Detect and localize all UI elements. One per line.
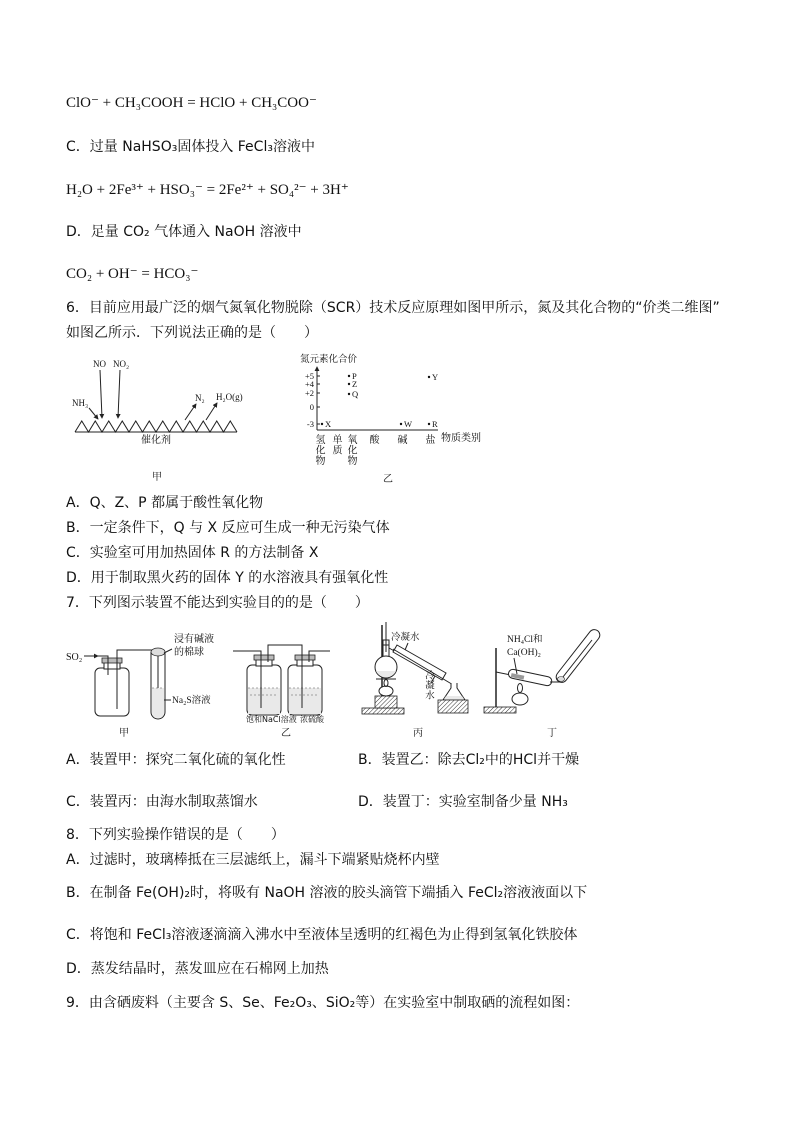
catalyst-label: 催化剂 [141,435,171,446]
question7-stem: 7．下列图示装置不能达到实验目的的是（ ） [66,595,369,611]
na2s-solution [152,688,164,718]
point-y-label: Y [432,372,439,382]
question8-option-a: A．过滤时，玻璃棒抵在三层滤纸上，漏斗下端紧贴烧杯内壁 [66,852,440,868]
collection-tube [554,627,602,684]
point-r [428,423,430,425]
category-hydride: 氢化物 [313,434,324,466]
y-tick-label: 0 [309,402,314,412]
question6-option-d: D．用于制取黑火药的固体 Y 的水溶液具有强氧化性 [66,570,389,586]
cotton-label: 浸有碱液的棉球 [174,634,214,658]
figure-jia-scr-diagram [72,359,243,483]
apparatus-ding [484,627,602,739]
na2s-label: Na₂S溶液 [172,696,211,706]
heated-test-tube [508,669,553,687]
apparatus-yi [233,645,330,739]
point-x [321,423,323,425]
no-label: NO [93,359,106,369]
no-arrow [100,370,102,418]
x-axis-title: 物质类别 [441,433,481,444]
figure-yi-caption: 乙 [383,474,393,485]
question6-stem-line1: 6．目前应用最广泛的烟气氮氧化物脱除（SCR）技术反应原理如图甲所示，氮及其化合物的“价类二维图” [66,300,720,316]
figure-jia-caption: 甲 [152,472,162,483]
flask-block [438,700,468,713]
nacl-solution [248,688,280,714]
flame-icon [384,680,388,687]
bottle-stopper [254,655,274,660]
question6-option-b: B．一定条件下，Q 与 X 反应可生成一种无污染气体 [66,520,390,536]
nh3-label: NH₃ [72,398,89,408]
question8-stem: 8．下列实验操作错误的是（ ） [66,827,285,843]
question7-option-d: D．装置丁：实验室制备少量 NH₃ [358,794,568,810]
alcohol-lamp [379,686,393,696]
point-x-label: X [325,419,332,429]
water-top-label: 冷凝水 [391,632,420,643]
point-q-label: Q [352,389,359,399]
no2-arrow [118,370,120,418]
cotton-plug [558,677,565,682]
point-w [400,423,402,425]
question6-option-c: C．实验室可用加热固体 R 的方法制备 X [66,545,319,561]
seawater [376,671,396,677]
question7-apparatus-figure [60,618,620,743]
so2-label: SO₂ [66,652,83,663]
question8-option-b: B．在制备 Fe(OH)₂时，将吸有 NaOH 溶液的胶头滴管下端插入 FeCl₂溶液液面以下 [66,885,588,901]
y-tick-label: +5 [304,371,314,381]
stand-base [484,707,516,713]
question7-option-b: B．装置乙：除去Cl₂中的HCl并干燥 [358,752,580,768]
question6-stem-line2: 如图乙所示．下列说法正确的是（ ） [66,325,318,341]
point-w-label: W [404,419,413,429]
cotton-ball [151,648,165,656]
category-salt: 盐 [423,434,434,445]
collection-tube-group [554,627,602,684]
option-c: C．过量 NaHSO₃固体投入 FeCl₃溶液中 [66,139,315,155]
apparatus-bing [362,622,468,739]
condenser-jacket [393,645,446,680]
n2-label: N₂ [195,393,205,403]
distilled-water [444,696,464,699]
n2-arrow [185,404,196,420]
equation-option-c: H₂O + 2Fe³⁺ + HSO₃⁻ = 2Fe²⁺ + SO₄²⁻ + 3H⁺ [66,182,349,198]
sulfuric-acid [289,688,321,714]
category-acid: 酸 [367,434,378,445]
stand-base [362,708,404,714]
point-r-label: R [432,419,438,429]
point-q [348,393,350,395]
point-p-label: P [352,371,357,381]
sulfuric-acid-label: 浓硫酸 [300,715,324,724]
gas-bottle [95,668,129,716]
y-tick-label: +4 [304,379,314,389]
reagent-label-line2: Ca(OH)₂ [507,648,541,658]
equation-option-d: CO₂ + OH⁻ = HCO₃⁻ [66,266,199,282]
option-d: D．足量 CO₂ 气体通入 NaOH 溶液中 [66,224,302,240]
point-z [348,383,350,385]
question7-option-a: A．装置甲：探究二氧化硫的氧化性 [66,752,286,768]
category-element: 单质 [330,434,341,455]
apparatus-jia-caption: 甲 [119,728,129,739]
h2o-arrow [206,403,217,420]
reagent-label-line1: NH₄Cl和 [507,635,543,645]
lamp-block [375,696,397,708]
catalyst-surface [75,421,237,432]
y-tick-label: +2 [304,388,314,398]
apparatus-yi-caption: 乙 [281,728,291,739]
point-p [348,375,350,377]
apparatus-ding-caption: 丁 [547,728,557,739]
nh3-arrow [89,408,98,419]
question9-stem: 9．由含硒废料（主要含 S、Se、Fe₂O₃、SiO₂等）在实验室中制取硒的流程如图： [66,995,580,1011]
category-base: 碱 [395,434,406,445]
alcohol-lamp [512,693,528,705]
water-outlet-stub [405,643,408,650]
flame-icon [518,684,523,693]
point-y [428,376,430,378]
question8-option-d: D．蒸发结晶时，蒸发皿应在石棉网上加热 [66,961,329,977]
water-side-label: 冷凝水 [423,670,434,700]
no2-label: NO₂ [113,359,130,369]
category-oxide: 氧化物 [345,434,356,466]
question8-option-c: C．将饱和 FeCl₃溶液逐滴滴入沸水中至液体呈透明的红褐色为止得到氢氧化铁胶体 [66,927,578,943]
point-z-label: Z [352,379,358,389]
h2o-label: H₂O(g) [216,392,243,402]
y-axis-title: 氮元素化合价 [300,354,358,365]
question6-figure [60,348,520,488]
apparatus-jia [66,648,211,739]
nacl-solution-label: 饱和NaCl溶液 [246,715,297,724]
bottle-stopper [295,655,315,660]
y-tick-label: -3 [306,419,314,429]
apparatus-bing-caption: 丙 [413,728,423,739]
equation-option-b: ClO⁻ + CH₃COOH = HClO + CH₃COO⁻ [66,95,317,111]
question7-option-c: C．装置丙：由海水制取蒸馏水 [66,794,258,810]
bottle-stopper [102,658,122,663]
question6-option-a: A．Q、Z、P 都属于酸性氧化物 [66,495,264,511]
